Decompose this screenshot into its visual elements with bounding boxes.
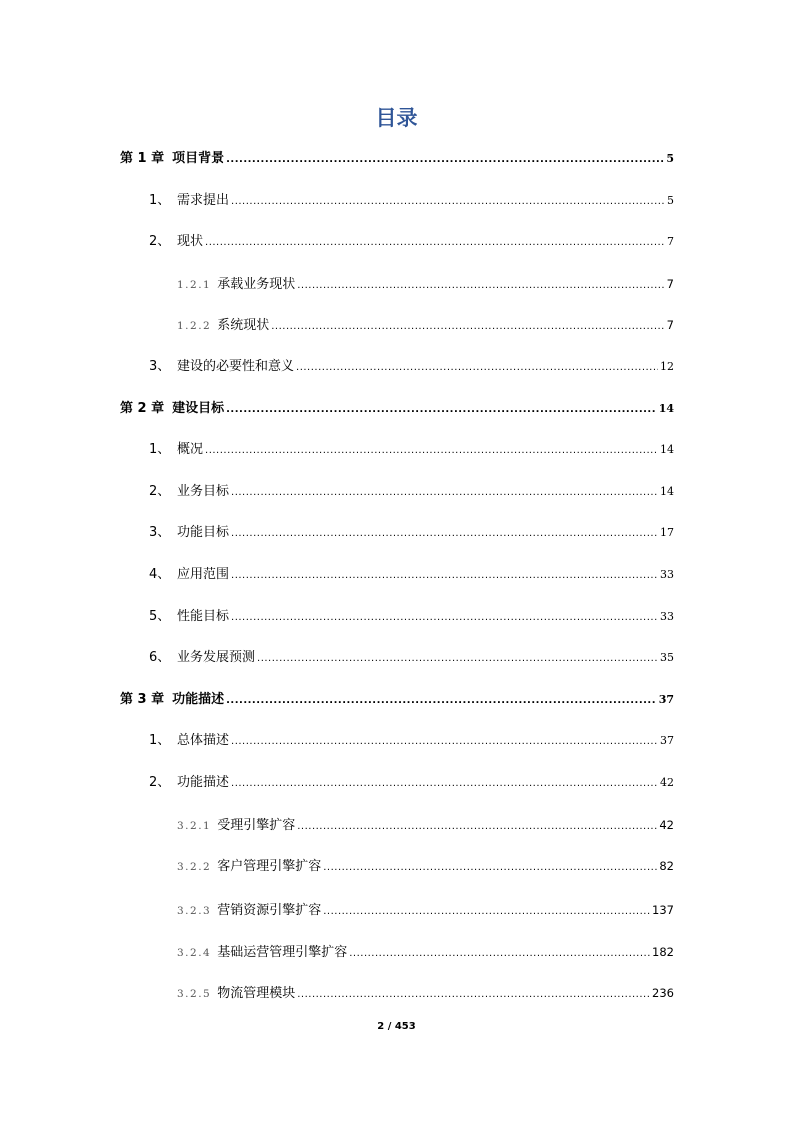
toc-leader (226, 399, 657, 421)
toc-number: 6、 (149, 650, 171, 665)
toc-number: 1、 (149, 193, 171, 208)
toc-page-number: 37 (660, 734, 674, 747)
toc-label: 建设目标 (172, 401, 225, 416)
toc-leader (297, 984, 650, 1006)
toc-leader (231, 773, 658, 795)
toc-page-number: 12 (660, 360, 674, 373)
toc-entry[interactable] (149, 231, 674, 253)
toc-page-number: 5 (667, 194, 674, 207)
page-number-footer: 2 / 453 (377, 1021, 416, 1032)
toc-leader (231, 482, 658, 504)
toc-number: 1.2.1 (177, 279, 212, 291)
toc-label: 性能目标 (177, 609, 230, 624)
toc-leader (271, 316, 664, 338)
toc-leader (323, 857, 657, 879)
toc-page-number: 37 (658, 693, 674, 706)
toc-subentry[interactable] (177, 982, 674, 1004)
toc-label: 需求提出 (177, 193, 230, 208)
toc-number: 3.2.3 (177, 905, 212, 917)
toc-label: 基础运营管理引擎扩容 (217, 945, 348, 960)
toc-number: 第 2 章 (120, 401, 165, 416)
toc-leader (231, 565, 658, 587)
toc-number: 3、 (149, 359, 171, 374)
toc-chapter-1[interactable] (120, 148, 674, 170)
toc-label: 营销资源引擎扩容 (217, 903, 322, 918)
toc-entry[interactable] (149, 564, 674, 586)
toc-leader (231, 191, 665, 213)
toc-leader (296, 357, 658, 379)
toc-label: 总体描述 (177, 733, 230, 748)
toc-number: 3.2.2 (177, 861, 212, 873)
toc-leader (349, 943, 650, 965)
toc-leader (205, 440, 658, 462)
toc-entry[interactable] (149, 481, 674, 503)
toc-label: 客户管理引擎扩容 (217, 859, 322, 874)
toc-page-number: 182 (652, 945, 674, 959)
toc-page-number: 236 (652, 986, 674, 1000)
toc-page-number: 7 (667, 235, 674, 248)
toc-label: 业务目标 (177, 484, 230, 499)
toc-label: 功能目标 (177, 525, 230, 540)
toc-entry[interactable] (149, 647, 674, 669)
toc-page-number: 17 (660, 526, 674, 539)
toc-number: 1、 (149, 733, 171, 748)
toc-chapter-2[interactable] (120, 398, 674, 420)
toc-number: 2、 (149, 775, 171, 790)
toc-page-number: 33 (660, 610, 674, 623)
toc-label: 功能描述 (172, 692, 225, 707)
toc-number: 5、 (149, 609, 171, 624)
toc-page-number: 7 (666, 318, 674, 332)
toc-subentry[interactable] (177, 899, 674, 921)
toc-leader (205, 232, 665, 254)
toc-label: 系统现状 (217, 318, 270, 333)
toc-number: 3.2.4 (177, 947, 212, 959)
toc-entry[interactable] (149, 439, 674, 461)
toc-number: 第 1 章 (120, 151, 165, 166)
toc-chapter-3[interactable] (120, 689, 674, 711)
toc-page-number: 14 (660, 485, 674, 498)
toc-entry[interactable] (149, 190, 674, 212)
toc-label: 应用范围 (177, 567, 230, 582)
toc-page-number: 33 (660, 568, 674, 581)
toc-number: 1.2.2 (177, 320, 212, 332)
toc-leader (323, 901, 650, 923)
toc-entry[interactable] (149, 730, 674, 752)
toc-leader (226, 690, 657, 712)
toc-label: 建设的必要性和意义 (177, 359, 295, 374)
toc-label: 项目背景 (172, 151, 225, 166)
toc-page-number: 42 (659, 818, 674, 832)
toc-leader (297, 275, 664, 297)
toc-page-number: 42 (660, 776, 674, 789)
toc-label: 功能描述 (177, 775, 230, 790)
toc-number: 2、 (149, 484, 171, 499)
toc-entry[interactable] (149, 522, 674, 544)
toc-number: 4、 (149, 567, 171, 582)
toc-page-number: 82 (659, 859, 674, 873)
toc-leader (297, 816, 657, 838)
toc-label: 现状 (177, 234, 204, 249)
toc-page-number: 35 (660, 651, 674, 664)
toc-subentry[interactable] (177, 941, 674, 963)
toc-leader (257, 648, 658, 670)
toc-label: 概况 (177, 442, 204, 457)
toc-page-number: 14 (658, 402, 674, 415)
toc-leader (226, 149, 664, 171)
toc-label: 业务发展预测 (177, 650, 256, 665)
toc-leader (231, 607, 658, 629)
toc-title: 目录 (375, 106, 418, 130)
toc-subentry[interactable] (177, 814, 674, 836)
toc-subentry[interactable] (177, 314, 674, 336)
toc-number: 2、 (149, 234, 171, 249)
toc-label: 物流管理模块 (217, 986, 296, 1001)
toc-page-number: 7 (666, 277, 674, 291)
toc-number: 3.2.1 (177, 820, 212, 832)
toc-entry[interactable] (149, 356, 674, 378)
toc-entry[interactable] (149, 772, 674, 794)
toc-number: 第 3 章 (120, 692, 165, 707)
toc-number: 1、 (149, 442, 171, 457)
toc-page-number: 137 (652, 903, 674, 917)
toc-number: 3、 (149, 525, 171, 540)
toc-page-number: 5 (666, 152, 674, 165)
toc-label: 承载业务现状 (217, 277, 296, 292)
toc-label: 受理引擎扩容 (217, 818, 296, 833)
toc-leader (231, 523, 658, 545)
toc-leader (231, 731, 658, 753)
toc-number: 3.2.5 (177, 988, 212, 1000)
toc-entry[interactable] (149, 606, 674, 628)
toc-page-number: 14 (660, 443, 674, 456)
toc-subentry[interactable] (177, 855, 674, 877)
toc-subentry[interactable] (177, 273, 674, 295)
